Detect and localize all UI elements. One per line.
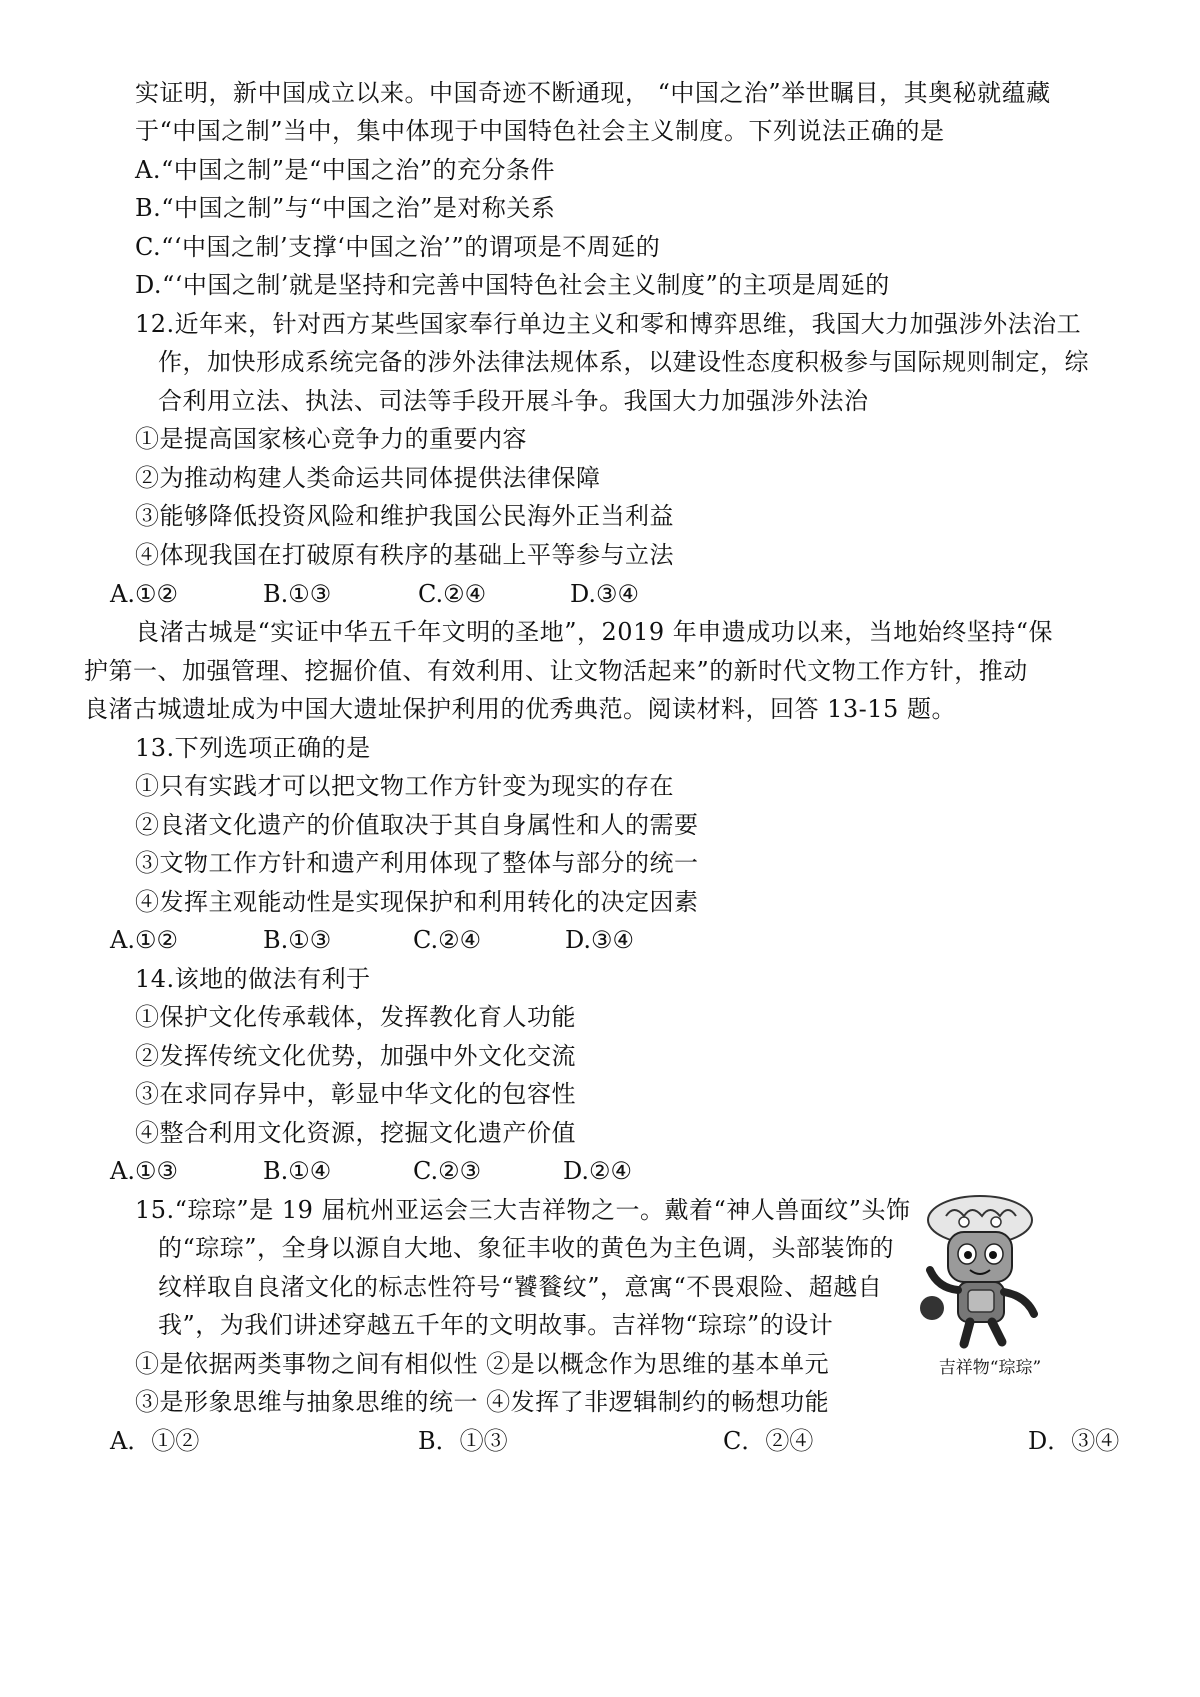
q14-statement-4: ④整合利用文化资源，挖掘文化遗产价值 [135,1119,576,1147]
q12-answer-d: D.③④ [570,580,640,608]
q13-answer-d: D.③④ [565,926,635,954]
q14-statement-1: ①保护文化传承载体，发挥教化育人功能 [135,1003,576,1031]
mascot-image [912,1192,1054,1352]
q15-answer-c: C．②④ [723,1427,814,1455]
q12-stem-line2: 作，加快形成系统完备的涉外法律法规体系，以建设性态度积极参与国际规则制定，综 [158,348,1089,376]
q11-intro-line1: 实证明，新中国成立以来。中国奇迹不断通现， “中国之治”举世瞩目，其奥秘就蕴藏 [135,79,1051,107]
q12-answer-b: B.①③ [263,580,332,608]
q12-statement-4: ④体现我国在打破原有秩序的基础上平等参与立法 [135,541,674,569]
q15-stem-line3: 纹样取自良渚文化的标志性符号“饕餮纹”，意寓“不畏艰险、超越自 [158,1273,883,1301]
q13-answer-b: B.①③ [263,926,332,954]
q13-statement-4: ④发挥主观能动性是实现保护和利用转化的决定因素 [135,888,699,916]
q11-option-c: C.“‘中国之制’支撑‘中国之治’”的谓项是不周延的 [135,233,661,261]
q11-intro-line2: 于“中国之制”当中，集中体现于中国特色社会主义制度。下列说法正确的是 [135,117,945,145]
q12-statement-1: ①是提高国家核心竞争力的重要内容 [135,425,527,453]
q13-statement-1: ①只有实践才可以把文物工作方针变为现实的存在 [135,772,674,800]
q15-answer-a: A．①② [110,1427,200,1455]
q13-answer-c: C.②④ [413,926,482,954]
q12-stem-line1: 12.近年来，针对西方某些国家奉行单边主义和零和博弈思维，我国大力加强涉外法治工 [135,310,1082,338]
q12-stem-line3: 合利用立法、执法、司法等手段开展斗争。我国大力加强涉外法治 [158,387,869,415]
q15-answer-b: B．①③ [418,1427,508,1455]
q15-statements-1-2: ①是依据两类事物之间有相似性 ②是以概念作为思维的基本单元 [135,1350,830,1378]
q11-option-d: D.“‘中国之制’就是坚持和完善中国特色社会主义制度”的主项是周延的 [135,271,890,299]
q13-statement-3: ③文物工作方针和遗产利用体现了整体与部分的统一 [135,849,699,877]
material-line3: 良渚古城遗址成为中国大遗址保护利用的优秀典范。阅读材料，回答 13-15 题。 [84,695,956,723]
q15-stem-line4: 我”，为我们讲述穿越五千年的文明故事。吉祥物“琮琮”的设计 [158,1311,834,1339]
material-line2: 护第一、加强管理、挖掘价值、有效利用、让文物活起来”的新时代文物工作方针，推动 [84,657,1028,685]
material-line1: 良渚古城是“实证中华五千年文明的圣地”，2019 年申遗成功以来，当地始终坚持“保 [135,618,1054,646]
q14-stem: 14.该地的做法有利于 [135,965,371,993]
q13-stem: 13.下列选项正确的是 [135,734,371,762]
q14-answer-d: D.②④ [563,1157,633,1185]
q12-statement-2: ②为推动构建人类命运共同体提供法律保障 [135,464,601,492]
q13-statement-2: ②良渚文化遗产的价值取决于其自身属性和人的需要 [135,811,699,839]
q14-statement-3: ③在求同存异中，彰显中华文化的包容性 [135,1080,576,1108]
q12-statement-3: ③能够降低投资风险和维护我国公民海外正当利益 [135,502,674,530]
q15-stem-line1: 15.“琮琮”是 19 届杭州亚运会三大吉祥物之一。戴着“神人兽面纹”头饰 [135,1196,911,1224]
q14-answer-a: A.①③ [110,1157,178,1185]
q12-answer-c: C.②④ [418,580,487,608]
q14-answer-c: C.②③ [413,1157,482,1185]
q14-answer-b: B.①④ [263,1157,332,1185]
q14-statement-2: ②发挥传统文化优势，加强中外文化交流 [135,1042,576,1070]
q15-answer-d: D．③④ [1028,1427,1120,1455]
q12-answer-a: A.①② [110,580,178,608]
q13-answer-a: A.①② [110,926,178,954]
q11-option-b: B.“中国之制”与“中国之治”是对称关系 [135,194,556,222]
q15-statements-3-4: ③是形象思维与抽象思维的统一 ④发挥了非逻辑制约的畅想功能 [135,1388,830,1416]
mascot-caption: 吉祥物“琮琮” [938,1358,1042,1378]
q15-stem-line2: 的“琮琮”，全身以源自大地、象征丰收的黄色为主色调，头部装饰的 [158,1234,895,1262]
q11-option-a: A.“中国之制”是“中国之治”的充分条件 [135,156,556,184]
